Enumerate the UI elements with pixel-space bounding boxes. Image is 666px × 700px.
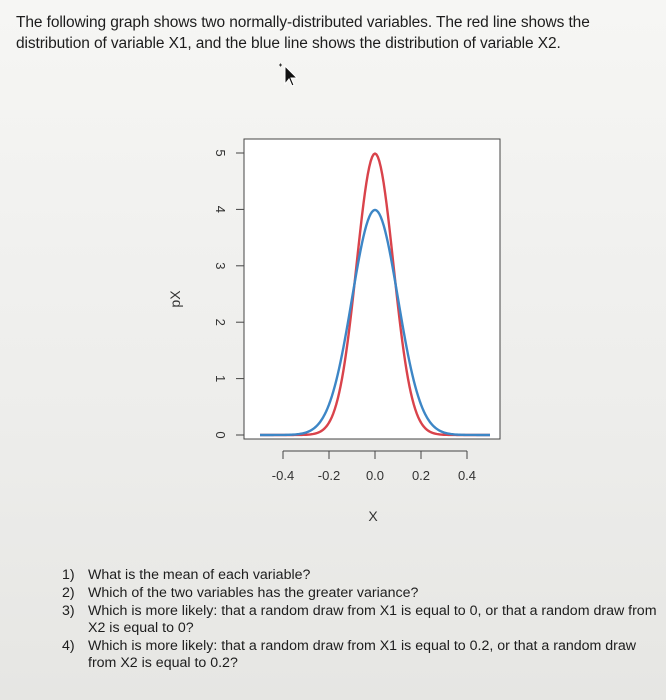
y-tick-label: 2 <box>213 318 228 326</box>
x-tick-label: 0.4 <box>457 468 477 483</box>
y-axis <box>213 149 244 438</box>
plot-frame <box>244 139 500 439</box>
question-item <box>62 567 662 584</box>
question-text: Which of the two variables has the greater variance? <box>88 585 419 601</box>
question-item <box>62 585 662 602</box>
density-chart <box>150 125 530 535</box>
question-number: 2) <box>62 585 75 601</box>
question-number: 4) <box>62 638 75 654</box>
x-axis <box>272 451 476 483</box>
intro-paragraph <box>16 12 656 54</box>
question-text: Which is more likely: that a random draw from X1 is equal to 0, or that a random draw from X2 is equal to 0? <box>88 603 657 636</box>
x-tick-label: -0.4 <box>271 468 295 483</box>
move-cursor-icon <box>276 62 298 90</box>
y-tick-label: 5 <box>213 149 228 157</box>
y-tick-label: 3 <box>213 262 228 270</box>
x-tick-label: -0.2 <box>317 468 341 483</box>
y-tick-label: 1 <box>213 374 228 383</box>
x-tick-label: 0.2 <box>411 468 431 483</box>
intro-line-2: distribution of variable X1, and the blue line shows the distribution of variable X2. <box>16 35 561 52</box>
question-text: What is the mean of each variable? <box>88 567 311 583</box>
intro-line-1: The following graph shows two normally-distributed variables. The red line shows the <box>16 14 590 31</box>
question-item <box>62 638 662 672</box>
y-axis-label: pX <box>167 290 183 308</box>
question-item <box>62 603 662 637</box>
question-text: Which is more likely: that a random draw from X1 is equal to 0.2, or that a random draw from X2 is equal to 0.2? <box>88 638 637 671</box>
x-tick-label: 0.0 <box>365 468 385 483</box>
x-axis-label: X <box>368 508 378 524</box>
y-tick-label: 4 <box>213 205 228 214</box>
question-list <box>62 567 662 673</box>
y-tick-label: 0 <box>213 431 228 439</box>
question-number: 3) <box>62 603 75 619</box>
question-number: 1) <box>62 567 75 583</box>
